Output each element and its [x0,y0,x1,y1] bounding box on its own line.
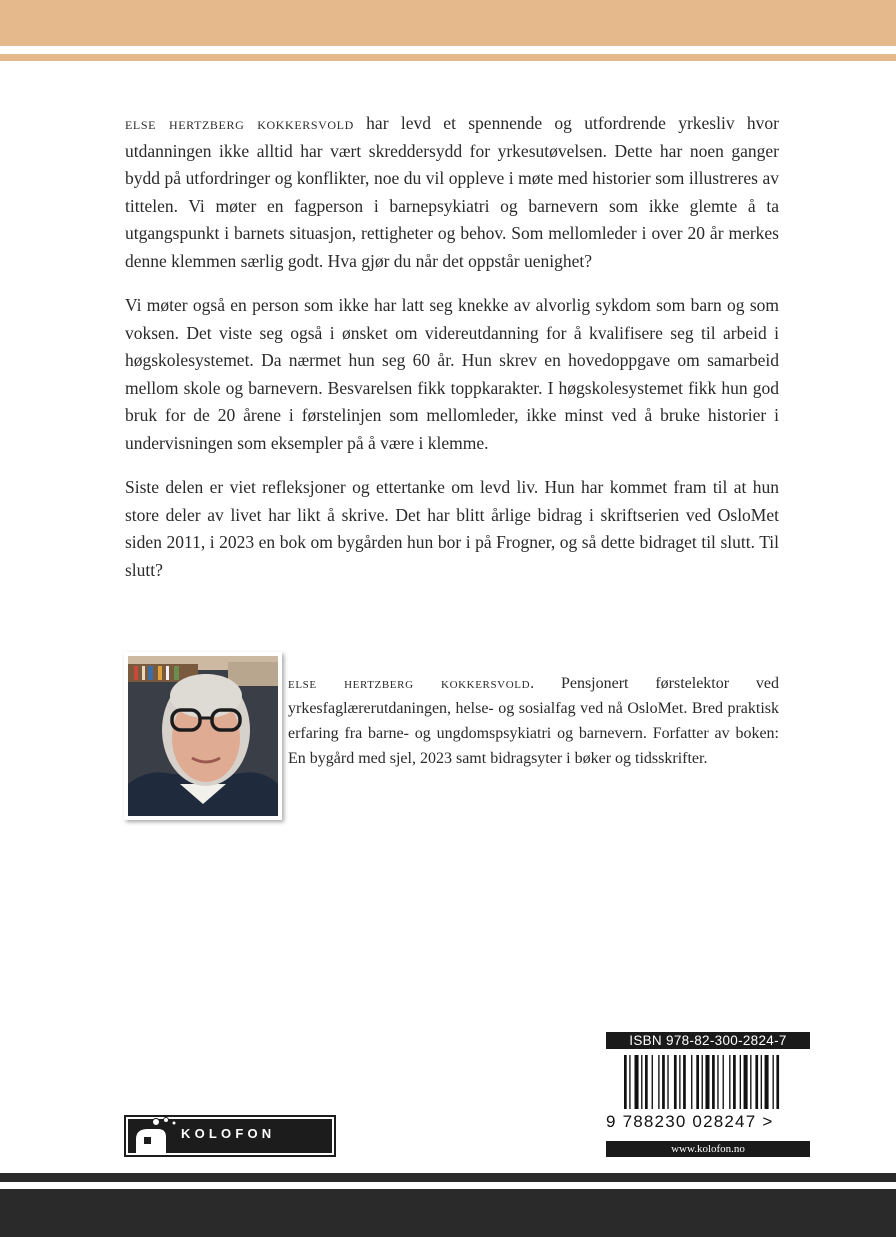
publisher-logo [124,1115,336,1157]
publisher-name: KOLOFON [181,1126,276,1141]
top-accent-stripe [0,54,896,61]
bio-text: . Pensjonert førstelektor ved yrkesfaglærerutdaningen, helse- og sosialfag ved nå OsloMet. Bred praktisk erfaring fra barne- og ungdomspsykiatri og barnevern. Forfatter av boken: En bygård med sjel, 2023 samt bidragsyter i bøker og tidsskrifter. [288,675,779,767]
bio-author-name: else hertzberg kokkersvold [288,675,531,692]
back-cover-blurb [125,110,779,601]
blurb-paragraph-1-text: har levd et spennende og utfordrende yrkesliv hvor utdanningen ikke alltid har vært skreddersydd for yrkesutøvelsen. Dette har noen ganger bydd på utfordringer og konflikter, noe du vil oppleve i møte med historier som illustreres av tittelen. Vi møter en fagperson i barnepsykiatri og barnevern som ikke glemte å ta utgangspunkt i barnets situasjon, rettigheter og behov. Som mellomleder i over 20 år merkes denne klemmen særlig godt. Hva gjør du når det oppstår uenighet? [125,113,779,271]
isbn-label: ISBN 978-82-300-2824-7 [606,1032,810,1049]
barcode-arrow: > [762,1112,773,1131]
top-color-band [0,0,896,46]
author-bio [288,671,779,771]
blurb-paragraph-3: Siste delen er viet refleksjoner og ettertanke om levd liv. Hun har kommet fram til at hun store deler av livet har likt å skrive. Det har blitt årlige bidrag i skriftserien ved OsloMet siden 2011, i 2023 en bok om bygården hun bor i på Frogner, og så dette bidraget til slutt. Til slutt? [125,477,779,580]
blurb-paragraph-1 [125,110,779,275]
author-name: else hertzberg kokkersvold [125,113,354,133]
author-portrait-image [128,656,278,816]
barcode-bars [606,1053,810,1111]
publisher-website: www.kolofon.no [606,1141,810,1157]
barcode-digits-row [606,1112,816,1132]
bottom-accent-stripe [0,1173,896,1182]
author-photo [124,652,282,820]
kolofon-mark-icon [132,1117,180,1155]
blurb-paragraph-2: Vi møter også en person som ikke har latt seg knekke av alvorlig sykdom som barn og som voksen. Det viste seg også i ønsket om videreutdanning for å kvalifisere seg til arbeid i høgskolesystemet. Da nærmet hun seg 60 år. Hun skrev en hovedoppgave om samarbeid mellom skole og barnevern. Besvarelsen fikk toppkarakter. I høgskolesystemet fikk hun god bruk for de 20 årene i førstelinjen som mellomleder, ikke minst ved å bruke historier i undervisningen som eksempler på å være i klemme. [125,295,779,453]
bottom-color-band [0,1189,896,1237]
barcode-digits: 9 788230 028247 [606,1112,757,1131]
